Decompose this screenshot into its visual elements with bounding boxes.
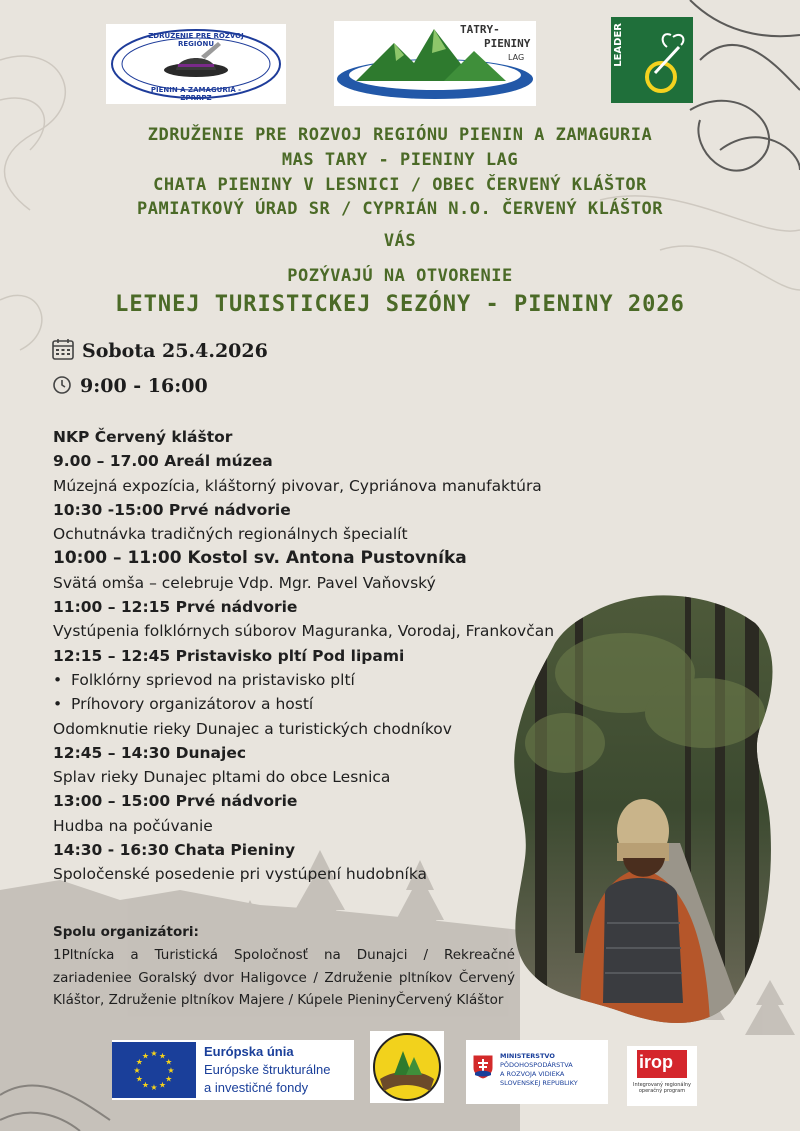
eu-star-icon: ★ [165, 1074, 173, 1084]
eu-logo-line3: a investičné fondy [204, 1080, 309, 1095]
tatry-pieniny-lag-logo [334, 21, 536, 106]
organizers-text: 1Pltnícka a Turistická Spoločnosť na Dunajci / Rekreačné zariadeniee Goralský dvor Haligovce / Združenie pltníkov Červený Kláštor, Združenie pltníkov Majere / Kúpele PieninyČervený Kláštor [53, 947, 515, 1008]
eu-star-icon: ★ [135, 1074, 143, 1084]
tatry-logo-line2: PIENINY [484, 37, 531, 50]
irop-logo-caption: Integrovaný regionálny operačný program [633, 1082, 691, 1094]
program-description: Múzejná expozícia, kláštorný pivovar, Cypriánova manufaktúra [53, 476, 542, 495]
program-description: Hudba na počúvanie [53, 816, 213, 835]
ministry-line1: MINISTERSTVO [500, 1052, 555, 1060]
zdruzenie-logo-top-text: ZDRUŽENIE PRE ROZVOJ REGIÓNU [148, 32, 244, 48]
program-description: Svätá omša – celebruje Vdp. Mgr. Pavel Vaňovský [53, 573, 436, 592]
tatry-logo-line1: TATRY- [460, 23, 500, 36]
ministry-line2: PÔDOHOSPODÁRSTVA [500, 1061, 573, 1069]
eu-star-icon: ★ [141, 1080, 150, 1090]
zdruzenie-logo [106, 24, 286, 104]
eu-star-icon: ★ [133, 1066, 141, 1075]
event-date: Sobota 25.4.2026 [82, 340, 268, 362]
event-title: LETNEJ TURISTICKEJ SEZÓNY - PIENINY 2026 [115, 292, 685, 317]
program-description: Spoločenské posedenie pri vystúpení hudobníka [53, 865, 428, 884]
clock-icon [52, 375, 72, 400]
program-description: Splav rieky Dunajec pltami do obce Lesnica [53, 768, 391, 787]
program-time-heading: 10:30 -15:00 Prvé nádvorie [53, 500, 291, 519]
eu-star-icon: ★ [150, 1083, 158, 1092]
eu-star-icon: ★ [141, 1051, 150, 1061]
program-time-heading: NKP Červený kláštor [53, 428, 233, 446]
organizer-line-1: ZDRUŽENIE PRE ROZVOJ REGIÓNU PIENIN A ZAMAGURIA [147, 125, 653, 145]
event-date-row [52, 338, 268, 365]
organizer-line-4: PAMIATKOVÝ ÚRAD SR / CYPRIÁN N.O. ČERVENÝ KLÁŠTOR [136, 199, 663, 219]
tatry-logo-line3: LAG [508, 53, 525, 62]
irop-logo-text: irop [639, 1052, 673, 1072]
vas-text: VÁS [383, 231, 417, 251]
program-time-heading: 10:00 – 11:00 Kostol sv. Antona Pustovníka [53, 548, 467, 569]
regional-partner-logo [370, 1031, 444, 1103]
ministry-logo [466, 1040, 608, 1104]
program-list [53, 425, 673, 887]
program-time-heading: 12:15 – 12:45 Pristavisko pltí Pod lipami [53, 646, 405, 665]
eu-funds-logo [112, 1040, 354, 1100]
eu-star-icon: ★ [158, 1051, 167, 1061]
program-time-heading: 9.00 – 17.00 Areál múzea [53, 452, 273, 471]
leader-logo [611, 17, 693, 103]
eu-star-icon: ★ [158, 1080, 167, 1090]
invite-text: POZÝVAJÚ NA OTVORENIE [287, 266, 513, 286]
eu-star-icon: ★ [165, 1057, 173, 1067]
eu-star-icon: ★ [167, 1066, 175, 1075]
program-time-heading: 12:45 – 14:30 Dunajec [53, 743, 247, 762]
program-time-heading: 11:00 – 12:15 Prvé nádvorie [53, 598, 298, 617]
program-description: Vystúpenia folklórnych súborov Maguranka, Vorodaj, Frankovčan [53, 622, 555, 641]
organizer-line-3: CHATA PIENINY V LESNICI / OBEC ČERVENÝ KLÁŠTOR [153, 175, 647, 195]
organizer-line-2: MAS TARY - PIENINY LAG [281, 150, 519, 170]
calendar-icon [52, 338, 74, 365]
eu-star-icon: ★ [150, 1049, 158, 1058]
zdruzenie-logo-bottom-text: PIENIN A ZAMAGURIA - ZPRRPZ [150, 86, 242, 102]
eu-logo-line2: Európske štrukturálne [204, 1062, 331, 1077]
program-description: Ochutnávka tradičných regionálnych špecialít [53, 525, 408, 544]
ministry-line3: A ROZVOJA VIDIEKA [500, 1070, 565, 1078]
event-time: 9:00 - 16:00 [80, 375, 208, 397]
program-bullet-item: • Folklórny sprievod na pristavisko pltí [53, 668, 673, 692]
eu-logo-line1: Európska únia [204, 1044, 294, 1059]
leader-logo-text: LEADER [613, 23, 624, 67]
event-time-row [52, 375, 208, 400]
ministry-line4: SLOVENSKEJ REPUBLIKY [500, 1079, 578, 1087]
organizers-title: Spolu organizátori: [53, 924, 199, 940]
program-time-heading: 13:00 – 15:00 Prvé nádvorie [53, 792, 298, 811]
program-description: Odomknutie rieky Dunajec a turistických chodníkov [53, 719, 452, 738]
program-bullet-item: • Príhovory organizátorov a hostí [53, 692, 673, 716]
program-time-heading: 14:30 - 16:30 Chata Pieniny [53, 841, 296, 860]
irop-logo [627, 1046, 697, 1106]
eu-star-icon: ★ [135, 1057, 143, 1067]
